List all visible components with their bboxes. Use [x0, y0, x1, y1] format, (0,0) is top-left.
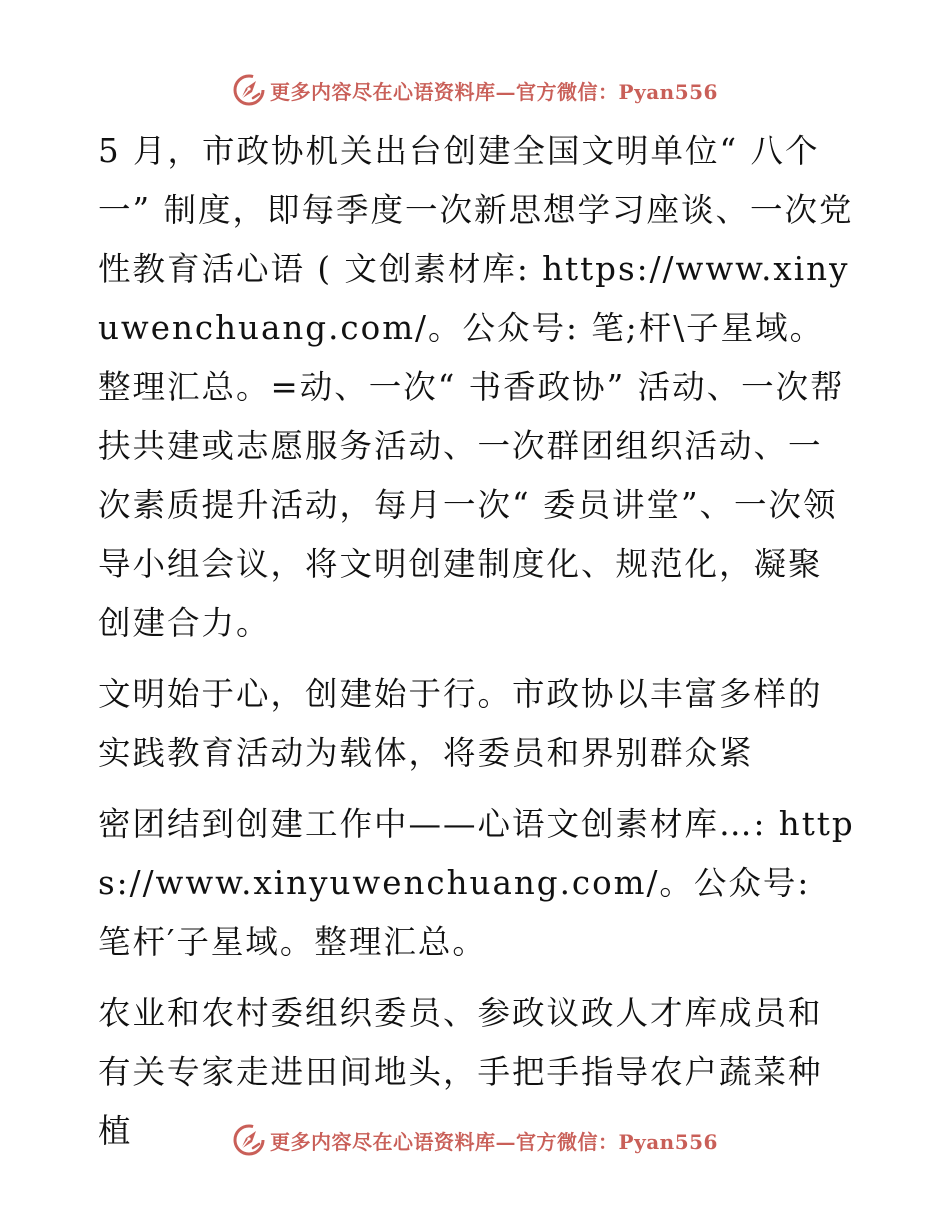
paragraph-2: 文明始于心，创建始于行。市政协以丰富多样的实践教育活动为载体，将委员和界别群众紧 — [98, 675, 823, 772]
paragraph-4: 农业和农村委组织委员、参政议政人才库成员和有关专家走进田间地头，手把手指导农户蔬菜种植 — [98, 994, 823, 1150]
document-body — [98, 122, 856, 1173]
footer-banner — [0, 1118, 950, 1162]
pen-nib-logo-icon — [232, 1123, 266, 1157]
pen-nib-logo-icon — [232, 73, 266, 107]
header-watermark-text: 更多内容尽在心语资料库—官方微信：Pyan556 — [270, 79, 718, 104]
header-banner — [0, 68, 950, 112]
footer-watermark-text: 更多内容尽在心语资料库—官方微信：Pyan556 — [270, 1129, 718, 1154]
paragraph-3: 密团结到创建工作中——心语文创素材库…: https://www.xinyuwenchuang.com/。公众号: 笔杆′子星域。整理汇总。 — [98, 805, 855, 961]
paragraph-1: 5 月，市政协机关出台创建全国文明单位“ 八个一” 制度，即每季度一次新思想学习座谈、一次党性教育活心语 ( 文创素材库: https://www.xinyuwenchuang.com/。公众号: 笔;杆\子星域。整理汇总。=动、一次“ 书香政协” 活动、一次帮扶共建或志愿服务活动、一次群团组织活动、一次素质提升活动，每月一次“ 委员讲堂”、一次领导小组会议，将文明创建制度化、规范化，凝聚创建合力。 — [98, 132, 854, 642]
